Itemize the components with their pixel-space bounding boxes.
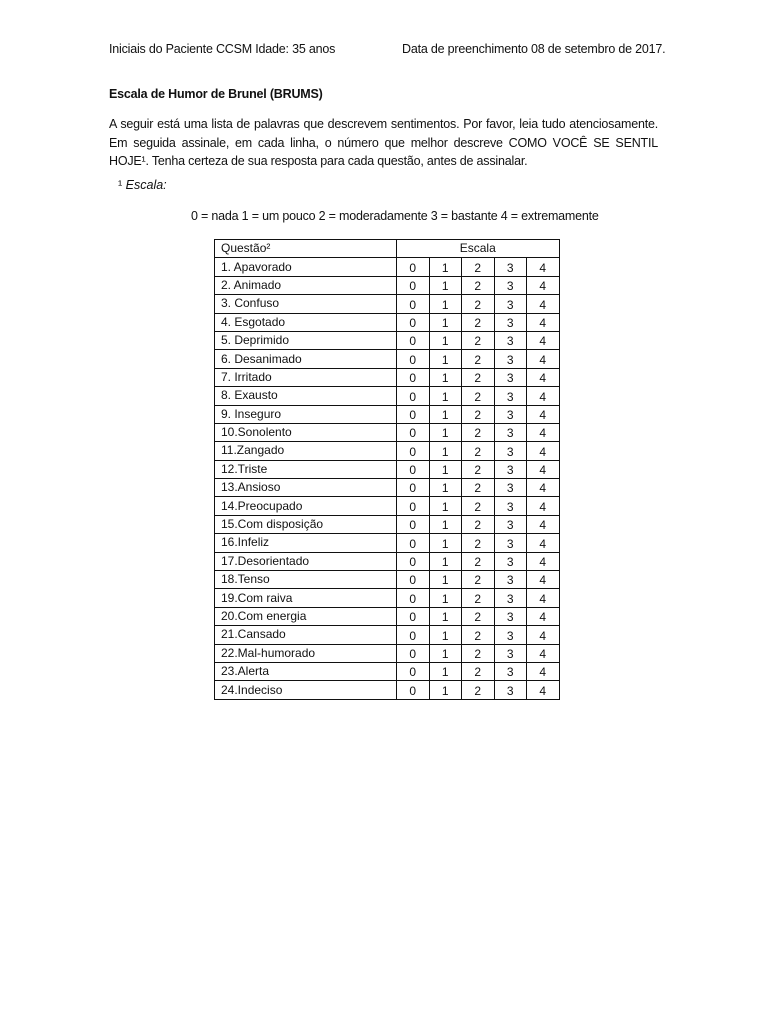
question-label: 6. Desanimado bbox=[215, 350, 397, 368]
table-row bbox=[215, 626, 560, 644]
question-column-header: Questão² bbox=[215, 240, 397, 258]
scale-option-0[interactable]: 0 bbox=[397, 515, 430, 533]
table-row bbox=[215, 331, 560, 349]
scale-option-0[interactable]: 0 bbox=[397, 479, 430, 497]
scale-option-0[interactable]: 0 bbox=[397, 607, 430, 625]
scale-option-3[interactable]: 3 bbox=[494, 387, 527, 405]
table-row bbox=[215, 442, 560, 460]
table-row bbox=[215, 497, 560, 515]
scale-option-0[interactable]: 0 bbox=[397, 350, 430, 368]
scale-option-1[interactable]: 1 bbox=[429, 368, 462, 386]
scale-option-2[interactable]: 2 bbox=[462, 589, 495, 607]
scale-option-3[interactable]: 3 bbox=[494, 368, 527, 386]
scale-option-4[interactable]: 4 bbox=[527, 497, 560, 515]
table-row bbox=[215, 552, 560, 570]
scale-option-1[interactable]: 1 bbox=[429, 258, 462, 276]
scale-option-3[interactable]: 3 bbox=[494, 552, 527, 570]
table-row bbox=[215, 607, 560, 625]
scale-option-3[interactable]: 3 bbox=[494, 331, 527, 349]
scale-option-0[interactable]: 0 bbox=[397, 626, 430, 644]
question-label: 14.Preocupado bbox=[215, 497, 397, 515]
scale-option-1[interactable]: 1 bbox=[429, 571, 462, 589]
scale-option-4[interactable]: 4 bbox=[527, 295, 560, 313]
scale-option-0[interactable]: 0 bbox=[397, 295, 430, 313]
table-row bbox=[215, 368, 560, 386]
table-row bbox=[215, 515, 560, 533]
instructions-paragraph: A seguir está uma lista de palavras que descrevem sentimentos. Por favor, leia tudo atenciosamente. Em seguida assinale, em cada linha, o número que melhor descreve COMO VOCÊ SE SENTIL HOJE¹. Tenha certeza de sua resposta para cada questão, antes de assinalar. bbox=[109, 117, 658, 168]
table-header-row bbox=[215, 240, 560, 258]
question-label: 10.Sonolento bbox=[215, 423, 397, 441]
scale-option-0[interactable]: 0 bbox=[397, 644, 430, 662]
scale-footnote bbox=[118, 178, 167, 192]
question-label: 24.Indeciso bbox=[215, 681, 397, 699]
patient-info: Iniciais do Paciente CCSM Idade: 35 anos bbox=[109, 42, 336, 56]
scale-option-1[interactable]: 1 bbox=[429, 460, 462, 478]
scale-option-1[interactable]: 1 bbox=[429, 662, 462, 680]
scale-option-4[interactable]: 4 bbox=[527, 258, 560, 276]
question-label: 23.Alerta bbox=[215, 662, 397, 680]
scale-option-2[interactable]: 2 bbox=[462, 350, 495, 368]
scale-option-0[interactable]: 0 bbox=[397, 460, 430, 478]
question-label: 7. Irritado bbox=[215, 368, 397, 386]
scale-option-3[interactable]: 3 bbox=[494, 276, 527, 294]
scale-option-4[interactable]: 4 bbox=[527, 313, 560, 331]
question-label: 18.Tenso bbox=[215, 571, 397, 589]
scale-option-4[interactable]: 4 bbox=[527, 460, 560, 478]
question-label: 9. Inseguro bbox=[215, 405, 397, 423]
scale-option-3[interactable]: 3 bbox=[494, 681, 527, 699]
scale-option-0[interactable]: 0 bbox=[397, 276, 430, 294]
question-label: 1. Apavorado bbox=[215, 258, 397, 276]
scale-option-4[interactable]: 4 bbox=[527, 387, 560, 405]
scale-option-1[interactable]: 1 bbox=[429, 331, 462, 349]
scale-option-3[interactable]: 3 bbox=[494, 515, 527, 533]
scale-option-1[interactable]: 1 bbox=[429, 276, 462, 294]
scale-option-1[interactable]: 1 bbox=[429, 423, 462, 441]
scale-option-4[interactable]: 4 bbox=[527, 552, 560, 570]
scale-option-2[interactable]: 2 bbox=[462, 534, 495, 552]
scale-option-4[interactable]: 4 bbox=[527, 276, 560, 294]
scale-option-2[interactable]: 2 bbox=[462, 497, 495, 515]
scale-option-0[interactable]: 0 bbox=[397, 497, 430, 515]
table-row bbox=[215, 276, 560, 294]
scale-option-0[interactable]: 0 bbox=[397, 552, 430, 570]
scale-option-2[interactable]: 2 bbox=[462, 442, 495, 460]
scale-option-2[interactable]: 2 bbox=[462, 460, 495, 478]
scale-option-3[interactable]: 3 bbox=[494, 479, 527, 497]
scale-option-3[interactable]: 3 bbox=[494, 644, 527, 662]
scale-option-1[interactable]: 1 bbox=[429, 534, 462, 552]
scale-option-1[interactable]: 1 bbox=[429, 552, 462, 570]
scale-option-3[interactable]: 3 bbox=[494, 442, 527, 460]
scale-option-3[interactable]: 3 bbox=[494, 460, 527, 478]
scale-option-0[interactable]: 0 bbox=[397, 662, 430, 680]
scale-option-1[interactable]: 1 bbox=[429, 405, 462, 423]
scale-option-4[interactable]: 4 bbox=[527, 368, 560, 386]
scale-option-0[interactable]: 0 bbox=[397, 423, 430, 441]
scale-option-3[interactable]: 3 bbox=[494, 571, 527, 589]
scale-option-4[interactable]: 4 bbox=[527, 350, 560, 368]
scale-option-3[interactable]: 3 bbox=[494, 258, 527, 276]
scale-option-0[interactable]: 0 bbox=[397, 589, 430, 607]
scale-option-1[interactable]: 1 bbox=[429, 350, 462, 368]
scale-option-2[interactable]: 2 bbox=[462, 626, 495, 644]
scale-option-4[interactable]: 4 bbox=[527, 589, 560, 607]
table-row bbox=[215, 387, 560, 405]
scale-option-3[interactable]: 3 bbox=[494, 589, 527, 607]
scale-option-2[interactable]: 2 bbox=[462, 313, 495, 331]
scale-option-4[interactable]: 4 bbox=[527, 479, 560, 497]
question-label: 21.Cansado bbox=[215, 626, 397, 644]
table-row bbox=[215, 589, 560, 607]
question-label: 15.Com disposição bbox=[215, 515, 397, 533]
question-label: 12.Triste bbox=[215, 460, 397, 478]
scale-option-3[interactable]: 3 bbox=[494, 405, 527, 423]
scale-option-0[interactable]: 0 bbox=[397, 681, 430, 699]
question-label: 4. Esgotado bbox=[215, 313, 397, 331]
scale-option-0[interactable]: 0 bbox=[397, 534, 430, 552]
scale-option-2[interactable]: 2 bbox=[462, 681, 495, 699]
scale-option-1[interactable]: 1 bbox=[429, 497, 462, 515]
brums-table bbox=[214, 239, 560, 700]
scale-option-2[interactable]: 2 bbox=[462, 644, 495, 662]
scale-option-1[interactable]: 1 bbox=[429, 313, 462, 331]
fill-date: Data de preenchimento 08 de setembro de 2017. bbox=[402, 42, 666, 56]
question-label: 5. Deprimido bbox=[215, 331, 397, 349]
footnote-marker: ¹ bbox=[118, 178, 123, 192]
scale-option-4[interactable]: 4 bbox=[527, 515, 560, 533]
table-row bbox=[215, 295, 560, 313]
scale-option-4[interactable]: 4 bbox=[527, 423, 560, 441]
scale-option-1[interactable]: 1 bbox=[429, 442, 462, 460]
question-label: 2. Animado bbox=[215, 276, 397, 294]
scale-option-1[interactable]: 1 bbox=[429, 626, 462, 644]
scale-option-2[interactable]: 2 bbox=[462, 423, 495, 441]
scale-option-0[interactable]: 0 bbox=[397, 258, 430, 276]
question-label: 3. Confuso bbox=[215, 295, 397, 313]
question-label: 16.Infeliz bbox=[215, 534, 397, 552]
question-label: 13.Ansioso bbox=[215, 479, 397, 497]
scale-option-3[interactable]: 3 bbox=[494, 662, 527, 680]
scale-option-4[interactable]: 4 bbox=[527, 442, 560, 460]
table-row bbox=[215, 681, 560, 699]
scale-option-4[interactable]: 4 bbox=[527, 681, 560, 699]
scale-option-3[interactable]: 3 bbox=[494, 350, 527, 368]
scale-option-1[interactable]: 1 bbox=[429, 589, 462, 607]
scale-option-1[interactable]: 1 bbox=[429, 295, 462, 313]
scale-label: Escala: bbox=[125, 178, 167, 192]
scale-option-2[interactable]: 2 bbox=[462, 515, 495, 533]
question-label: 20.Com energia bbox=[215, 607, 397, 625]
scale-option-4[interactable]: 4 bbox=[527, 571, 560, 589]
scale-option-2[interactable]: 2 bbox=[462, 387, 495, 405]
table-row bbox=[215, 350, 560, 368]
question-label: 17.Desorientado bbox=[215, 552, 397, 570]
scale-option-4[interactable]: 4 bbox=[527, 534, 560, 552]
question-label: 11.Zangado bbox=[215, 442, 397, 460]
question-label: 22.Mal-humorado bbox=[215, 644, 397, 662]
scale-option-3[interactable]: 3 bbox=[494, 497, 527, 515]
scale-option-0[interactable]: 0 bbox=[397, 331, 430, 349]
scale-option-1[interactable]: 1 bbox=[429, 387, 462, 405]
scale-option-0[interactable]: 0 bbox=[397, 387, 430, 405]
scale-option-4[interactable]: 4 bbox=[527, 405, 560, 423]
scale-option-2[interactable]: 2 bbox=[462, 552, 495, 570]
table-row bbox=[215, 644, 560, 662]
scale-option-1[interactable]: 1 bbox=[429, 607, 462, 625]
scale-option-2[interactable]: 2 bbox=[462, 607, 495, 625]
question-label: 19.Com raiva bbox=[215, 589, 397, 607]
scale-option-2[interactable]: 2 bbox=[462, 276, 495, 294]
table-row bbox=[215, 571, 560, 589]
scale-option-0[interactable]: 0 bbox=[397, 368, 430, 386]
scale-option-1[interactable]: 1 bbox=[429, 479, 462, 497]
question-label: 8. Exausto bbox=[215, 387, 397, 405]
scale-option-4[interactable]: 4 bbox=[527, 331, 560, 349]
scale-option-1[interactable]: 1 bbox=[429, 681, 462, 699]
scale-option-2[interactable]: 2 bbox=[462, 662, 495, 680]
scale-option-2[interactable]: 2 bbox=[462, 258, 495, 276]
table-row bbox=[215, 423, 560, 441]
scale-option-2[interactable]: 2 bbox=[462, 331, 495, 349]
scale-option-1[interactable]: 1 bbox=[429, 515, 462, 533]
scale-option-3[interactable]: 3 bbox=[494, 423, 527, 441]
scale-option-0[interactable]: 0 bbox=[397, 442, 430, 460]
document-title: Escala de Humor de Brunel (BRUMS) bbox=[109, 87, 323, 101]
scale-option-2[interactable]: 2 bbox=[462, 405, 495, 423]
scale-option-0[interactable]: 0 bbox=[397, 571, 430, 589]
scale-option-3[interactable]: 3 bbox=[494, 534, 527, 552]
scale-option-4[interactable]: 4 bbox=[527, 644, 560, 662]
scale-option-2[interactable]: 2 bbox=[462, 295, 495, 313]
scale-option-4[interactable]: 4 bbox=[527, 626, 560, 644]
scale-option-1[interactable]: 1 bbox=[429, 644, 462, 662]
scale-option-2[interactable]: 2 bbox=[462, 368, 495, 386]
scale-option-2[interactable]: 2 bbox=[462, 571, 495, 589]
table-row bbox=[215, 479, 560, 497]
scale-option-3[interactable]: 3 bbox=[494, 295, 527, 313]
table-row bbox=[215, 662, 560, 680]
scale-option-3[interactable]: 3 bbox=[494, 607, 527, 625]
table-row bbox=[215, 313, 560, 331]
scale-legend: 0 = nada 1 = um pouco 2 = moderadamente 3 = bastante 4 = extremamente bbox=[191, 209, 599, 223]
table-row bbox=[215, 258, 560, 276]
scale-option-4[interactable]: 4 bbox=[527, 662, 560, 680]
table-row bbox=[215, 460, 560, 478]
scale-option-0[interactable]: 0 bbox=[397, 405, 430, 423]
scale-option-2[interactable]: 2 bbox=[462, 479, 495, 497]
scale-column-header: Escala bbox=[397, 240, 560, 258]
table-row bbox=[215, 405, 560, 423]
scale-option-4[interactable]: 4 bbox=[527, 607, 560, 625]
scale-option-3[interactable]: 3 bbox=[494, 626, 527, 644]
table-row bbox=[215, 534, 560, 552]
scale-option-0[interactable]: 0 bbox=[397, 313, 430, 331]
scale-option-3[interactable]: 3 bbox=[494, 313, 527, 331]
